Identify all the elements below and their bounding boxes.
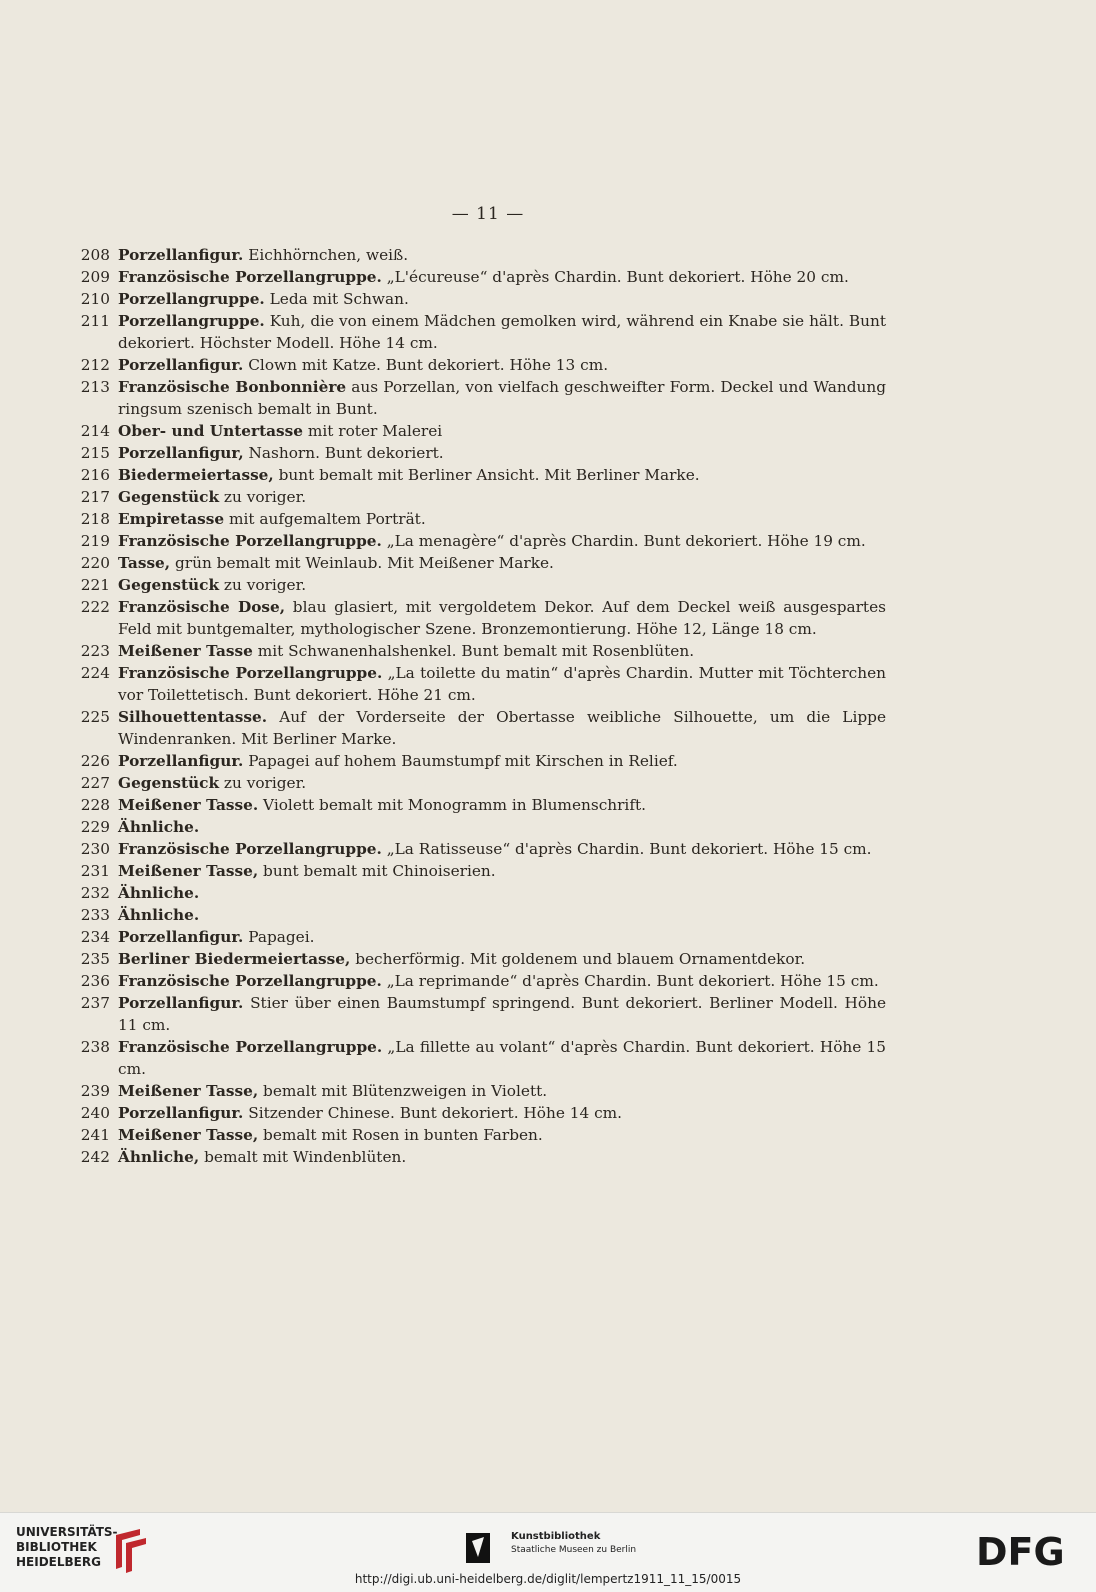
catalog-entry bbox=[76, 838, 886, 860]
entry-title: Porzellanfigur. bbox=[118, 356, 244, 374]
entry-title: Tasse, bbox=[118, 554, 171, 572]
entry-number: 231 bbox=[80, 862, 110, 880]
entry-description: Sitzender Chinese. Bunt dekoriert. Höhe 14 cm. bbox=[243, 1104, 623, 1122]
entry-description: mit roter Malerei bbox=[303, 422, 443, 440]
catalog-entry bbox=[76, 464, 886, 486]
entry-title: Französische Porzellangruppe. bbox=[118, 664, 383, 682]
entry-description: blau glasiert, mit vergoldetem Dekor. Auf dem Deckel weiß ausgespartes Feld mit buntgemalter, mythologischer Szene. Bronzemontierung. Höhe 12, Länge 18 cm. bbox=[118, 598, 886, 638]
entry-title: Porzellanfigur, bbox=[118, 444, 244, 462]
entry-title: Porzellanfigur. bbox=[118, 1104, 244, 1122]
entry-number: 223 bbox=[80, 642, 110, 660]
entry-description: Auf der Vorderseite der Obertasse weibliche Silhouette, um die Lippe Windenranken. Mit Berliner Marke. bbox=[118, 708, 886, 748]
entry-description: bemalt mit Blütenzweigen in Violett. bbox=[258, 1082, 548, 1100]
entry-number: 228 bbox=[80, 796, 110, 814]
entry-description: Nashorn. Bunt dekoriert. bbox=[243, 444, 444, 462]
entry-title: Französische Porzellangruppe. bbox=[118, 1038, 383, 1056]
entry-number: 216 bbox=[80, 466, 110, 484]
catalog-entry bbox=[76, 1146, 886, 1168]
catalog-entry bbox=[76, 486, 886, 508]
entry-number: 211 bbox=[80, 312, 110, 330]
catalog-entry bbox=[76, 662, 886, 706]
entry-title: Meißener Tasse. bbox=[118, 796, 259, 814]
digitization-footer bbox=[0, 1512, 1096, 1592]
entry-title: Ähnliche. bbox=[118, 818, 200, 836]
catalog-entry bbox=[76, 772, 886, 794]
entry-description: bunt bemalt mit Berliner Ansicht. Mit Berliner Marke. bbox=[273, 466, 700, 484]
catalog-entry bbox=[76, 288, 886, 310]
dfg-logo-text: DFG bbox=[976, 1531, 1065, 1571]
catalog-entry bbox=[76, 1124, 886, 1146]
entry-number: 229 bbox=[80, 818, 110, 836]
entry-title: Empiretasse bbox=[118, 510, 225, 528]
catalog-entry bbox=[76, 574, 886, 596]
entry-description: mit aufgemaltem Porträt. bbox=[224, 510, 426, 528]
entry-title: Biedermeiertasse, bbox=[118, 466, 274, 484]
entry-title: Porzellangruppe. bbox=[118, 312, 265, 330]
entry-description: mit Schwanenhalshenkel. Bunt bemalt mit Rosenblüten. bbox=[252, 642, 695, 660]
entry-title: Französische Porzellangruppe. bbox=[118, 268, 382, 286]
entry-number: 217 bbox=[80, 488, 110, 506]
catalog-entry bbox=[76, 904, 886, 926]
entry-number: 240 bbox=[80, 1104, 110, 1122]
entry-number: 233 bbox=[80, 906, 110, 924]
catalog-entry bbox=[76, 1080, 886, 1102]
entry-title: Meißener Tasse, bbox=[118, 1126, 259, 1144]
entry-description: Papagei auf hohem Baumstumpf mit Kirschen in Relief. bbox=[243, 752, 678, 770]
entry-number: 212 bbox=[80, 356, 110, 374]
entry-description: Eichhörnchen, weiß. bbox=[243, 246, 409, 264]
entry-title: Meißener Tasse, bbox=[118, 1082, 259, 1100]
entry-description: bemalt mit Rosen in bunten Farben. bbox=[258, 1126, 543, 1144]
entry-description: Kuh, die von einem Mädchen gemolken wird, während ein Knabe sie hält. Bunt dekoriert. Höchster Modell. Höhe 14 cm. bbox=[118, 312, 886, 352]
catalog-entry bbox=[76, 948, 886, 970]
entry-number: 213 bbox=[80, 378, 110, 396]
entry-title: Meißener Tasse bbox=[118, 642, 253, 660]
entry-number: 239 bbox=[80, 1082, 110, 1100]
entry-number: 234 bbox=[80, 928, 110, 946]
catalog-entry bbox=[76, 530, 886, 552]
entry-number: 222 bbox=[80, 598, 110, 616]
entry-description: bunt bemalt mit Chinoiserien. bbox=[258, 862, 496, 880]
entry-number: 209 bbox=[80, 268, 110, 286]
entry-number: 224 bbox=[80, 664, 110, 682]
entry-description: zu voriger. bbox=[219, 488, 307, 506]
entry-title: Ober- und Untertasse bbox=[118, 422, 304, 440]
entry-description: Papagei. bbox=[243, 928, 315, 946]
catalog-entry bbox=[76, 266, 886, 288]
entry-title: Gegenstück bbox=[118, 488, 220, 506]
catalog-entry bbox=[76, 970, 886, 992]
entry-title: Französische Dose, bbox=[118, 598, 286, 616]
catalog-entry bbox=[76, 750, 886, 772]
catalog-entry bbox=[76, 310, 886, 354]
catalog-entry bbox=[76, 860, 886, 882]
catalog-entry bbox=[76, 882, 886, 904]
kunstbibliothek-name: Kunstbibliothek bbox=[511, 1531, 601, 1542]
entry-description: aus Porzellan, von vielfach geschweifter Form. Deckel und Wandung ringsum szenisch bemalt in Bunt. bbox=[118, 378, 886, 418]
entry-title: Porzellanfigur. bbox=[118, 928, 244, 946]
catalog-entries bbox=[76, 244, 886, 1168]
catalog-entry bbox=[76, 244, 886, 266]
entry-title: Porzellangruppe. bbox=[118, 290, 265, 308]
entry-number: 230 bbox=[80, 840, 110, 858]
entry-number: 242 bbox=[80, 1148, 110, 1166]
entry-description: zu voriger. bbox=[219, 774, 307, 792]
entry-description: „L'écureuse“ d'après Chardin. Bunt dekoriert. Höhe 20 cm. bbox=[381, 268, 849, 286]
entry-description: „La menagère“ d'après Chardin. Bunt dekoriert. Höhe 19 cm. bbox=[381, 532, 866, 550]
entry-number: 241 bbox=[80, 1126, 110, 1144]
entry-description: „La fillette au volant“ d'après Chardin. Bunt dekoriert. Höhe 15 cm. bbox=[118, 1038, 887, 1078]
catalog-entry bbox=[76, 816, 886, 838]
ub-heidelberg-label: UNIVERSITÄTS- BIBLIOTHEK HEIDELBERG bbox=[16, 1525, 118, 1569]
entry-description: Leda mit Schwan. bbox=[264, 290, 409, 308]
entry-title: Ähnliche, bbox=[118, 1148, 200, 1166]
entry-number: 221 bbox=[80, 576, 110, 594]
entry-number: 215 bbox=[80, 444, 110, 462]
catalog-entry bbox=[76, 376, 886, 420]
entry-number: 214 bbox=[80, 422, 110, 440]
entry-number: 232 bbox=[80, 884, 110, 902]
entry-title: Ähnliche. bbox=[118, 906, 200, 924]
catalog-entry bbox=[76, 354, 886, 376]
entry-title: Gegenstück bbox=[118, 774, 220, 792]
entry-number: 238 bbox=[80, 1038, 110, 1056]
entry-number: 227 bbox=[80, 774, 110, 792]
ub-heidelberg-logo-icon bbox=[110, 1527, 152, 1573]
entry-description: zu voriger. bbox=[219, 576, 307, 594]
entry-title: Silhouettentasse. bbox=[118, 708, 268, 726]
catalog-entry bbox=[76, 420, 886, 442]
entry-number: 235 bbox=[80, 950, 110, 968]
entry-title: Französische Porzellangruppe. bbox=[118, 840, 382, 858]
catalog-entry bbox=[76, 640, 886, 662]
catalog-entry bbox=[76, 596, 886, 640]
catalog-entry bbox=[76, 794, 886, 816]
kunstbibliothek-subtitle: Staatliche Museen zu Berlin bbox=[511, 1545, 637, 1555]
entry-title: Porzellanfigur. bbox=[118, 752, 244, 770]
dfg-logo bbox=[976, 1531, 1076, 1571]
entry-title: Französische Bonbonnière bbox=[118, 378, 347, 396]
entry-title: Gegenstück bbox=[118, 576, 220, 594]
entry-title: Ähnliche. bbox=[118, 884, 200, 902]
entry-number: 208 bbox=[80, 246, 110, 264]
entry-description: „La toilette du matin“ d'après Chardin. Mutter mit Töchterchen vor Toilettetisch. Bunt dekoriert. Höhe 21 cm. bbox=[118, 664, 886, 704]
entry-title: Berliner Biedermeiertasse, bbox=[118, 950, 351, 968]
entry-description: bemalt mit Windenblüten. bbox=[199, 1148, 407, 1166]
entry-number: 237 bbox=[80, 994, 110, 1012]
entry-title: Porzellanfigur. bbox=[118, 994, 244, 1012]
entry-number: 218 bbox=[80, 510, 110, 528]
entry-description: becherförmig. Mit goldenem und blauem Ornamentdekor. bbox=[350, 950, 806, 968]
catalog-entry bbox=[76, 1102, 886, 1124]
entry-number: 226 bbox=[80, 752, 110, 770]
entry-number: 210 bbox=[80, 290, 110, 308]
catalog-entry bbox=[76, 508, 886, 530]
entry-description: „La Ratisseuse“ d'après Chardin. Bunt dekoriert. Höhe 15 cm. bbox=[381, 840, 872, 858]
catalog-entry bbox=[76, 552, 886, 574]
entry-description: Violett bemalt mit Monogramm in Blumenschrift. bbox=[258, 796, 646, 814]
entry-description: Clown mit Katze. Bunt dekoriert. Höhe 13 cm. bbox=[243, 356, 609, 374]
entry-title: Porzellanfigur. bbox=[118, 246, 244, 264]
catalog-entry bbox=[76, 442, 886, 464]
catalog-entry bbox=[76, 992, 886, 1036]
page-number: — 11 — bbox=[451, 204, 525, 224]
kunstbibliothek-logo-icon bbox=[466, 1533, 504, 1563]
entry-description: Stier über einen Baumstumpf springend. Bunt dekoriert. Berliner Modell. Höhe 11 cm. bbox=[118, 994, 886, 1034]
entry-title: Meißener Tasse, bbox=[118, 862, 259, 880]
entry-description: grün bemalt mit Weinlaub. Mit Meißener Marke. bbox=[170, 554, 554, 572]
entry-description: „La reprimande“ d'après Chardin. Bunt dekoriert. Höhe 15 cm. bbox=[381, 972, 879, 990]
source-url[interactable]: http://digi.ub.uni-heidelberg.de/diglit/lempertz1911_11_15/0015 bbox=[354, 1572, 742, 1586]
catalog-entry bbox=[76, 926, 886, 948]
entry-title: Französische Porzellangruppe. bbox=[118, 972, 382, 990]
entry-number: 236 bbox=[80, 972, 110, 990]
entry-number: 220 bbox=[80, 554, 110, 572]
entry-number: 225 bbox=[80, 708, 110, 726]
catalog-entry bbox=[76, 706, 886, 750]
entry-number: 219 bbox=[80, 532, 110, 550]
entry-title: Französische Porzellangruppe. bbox=[118, 532, 382, 550]
catalog-entry bbox=[76, 1036, 886, 1080]
